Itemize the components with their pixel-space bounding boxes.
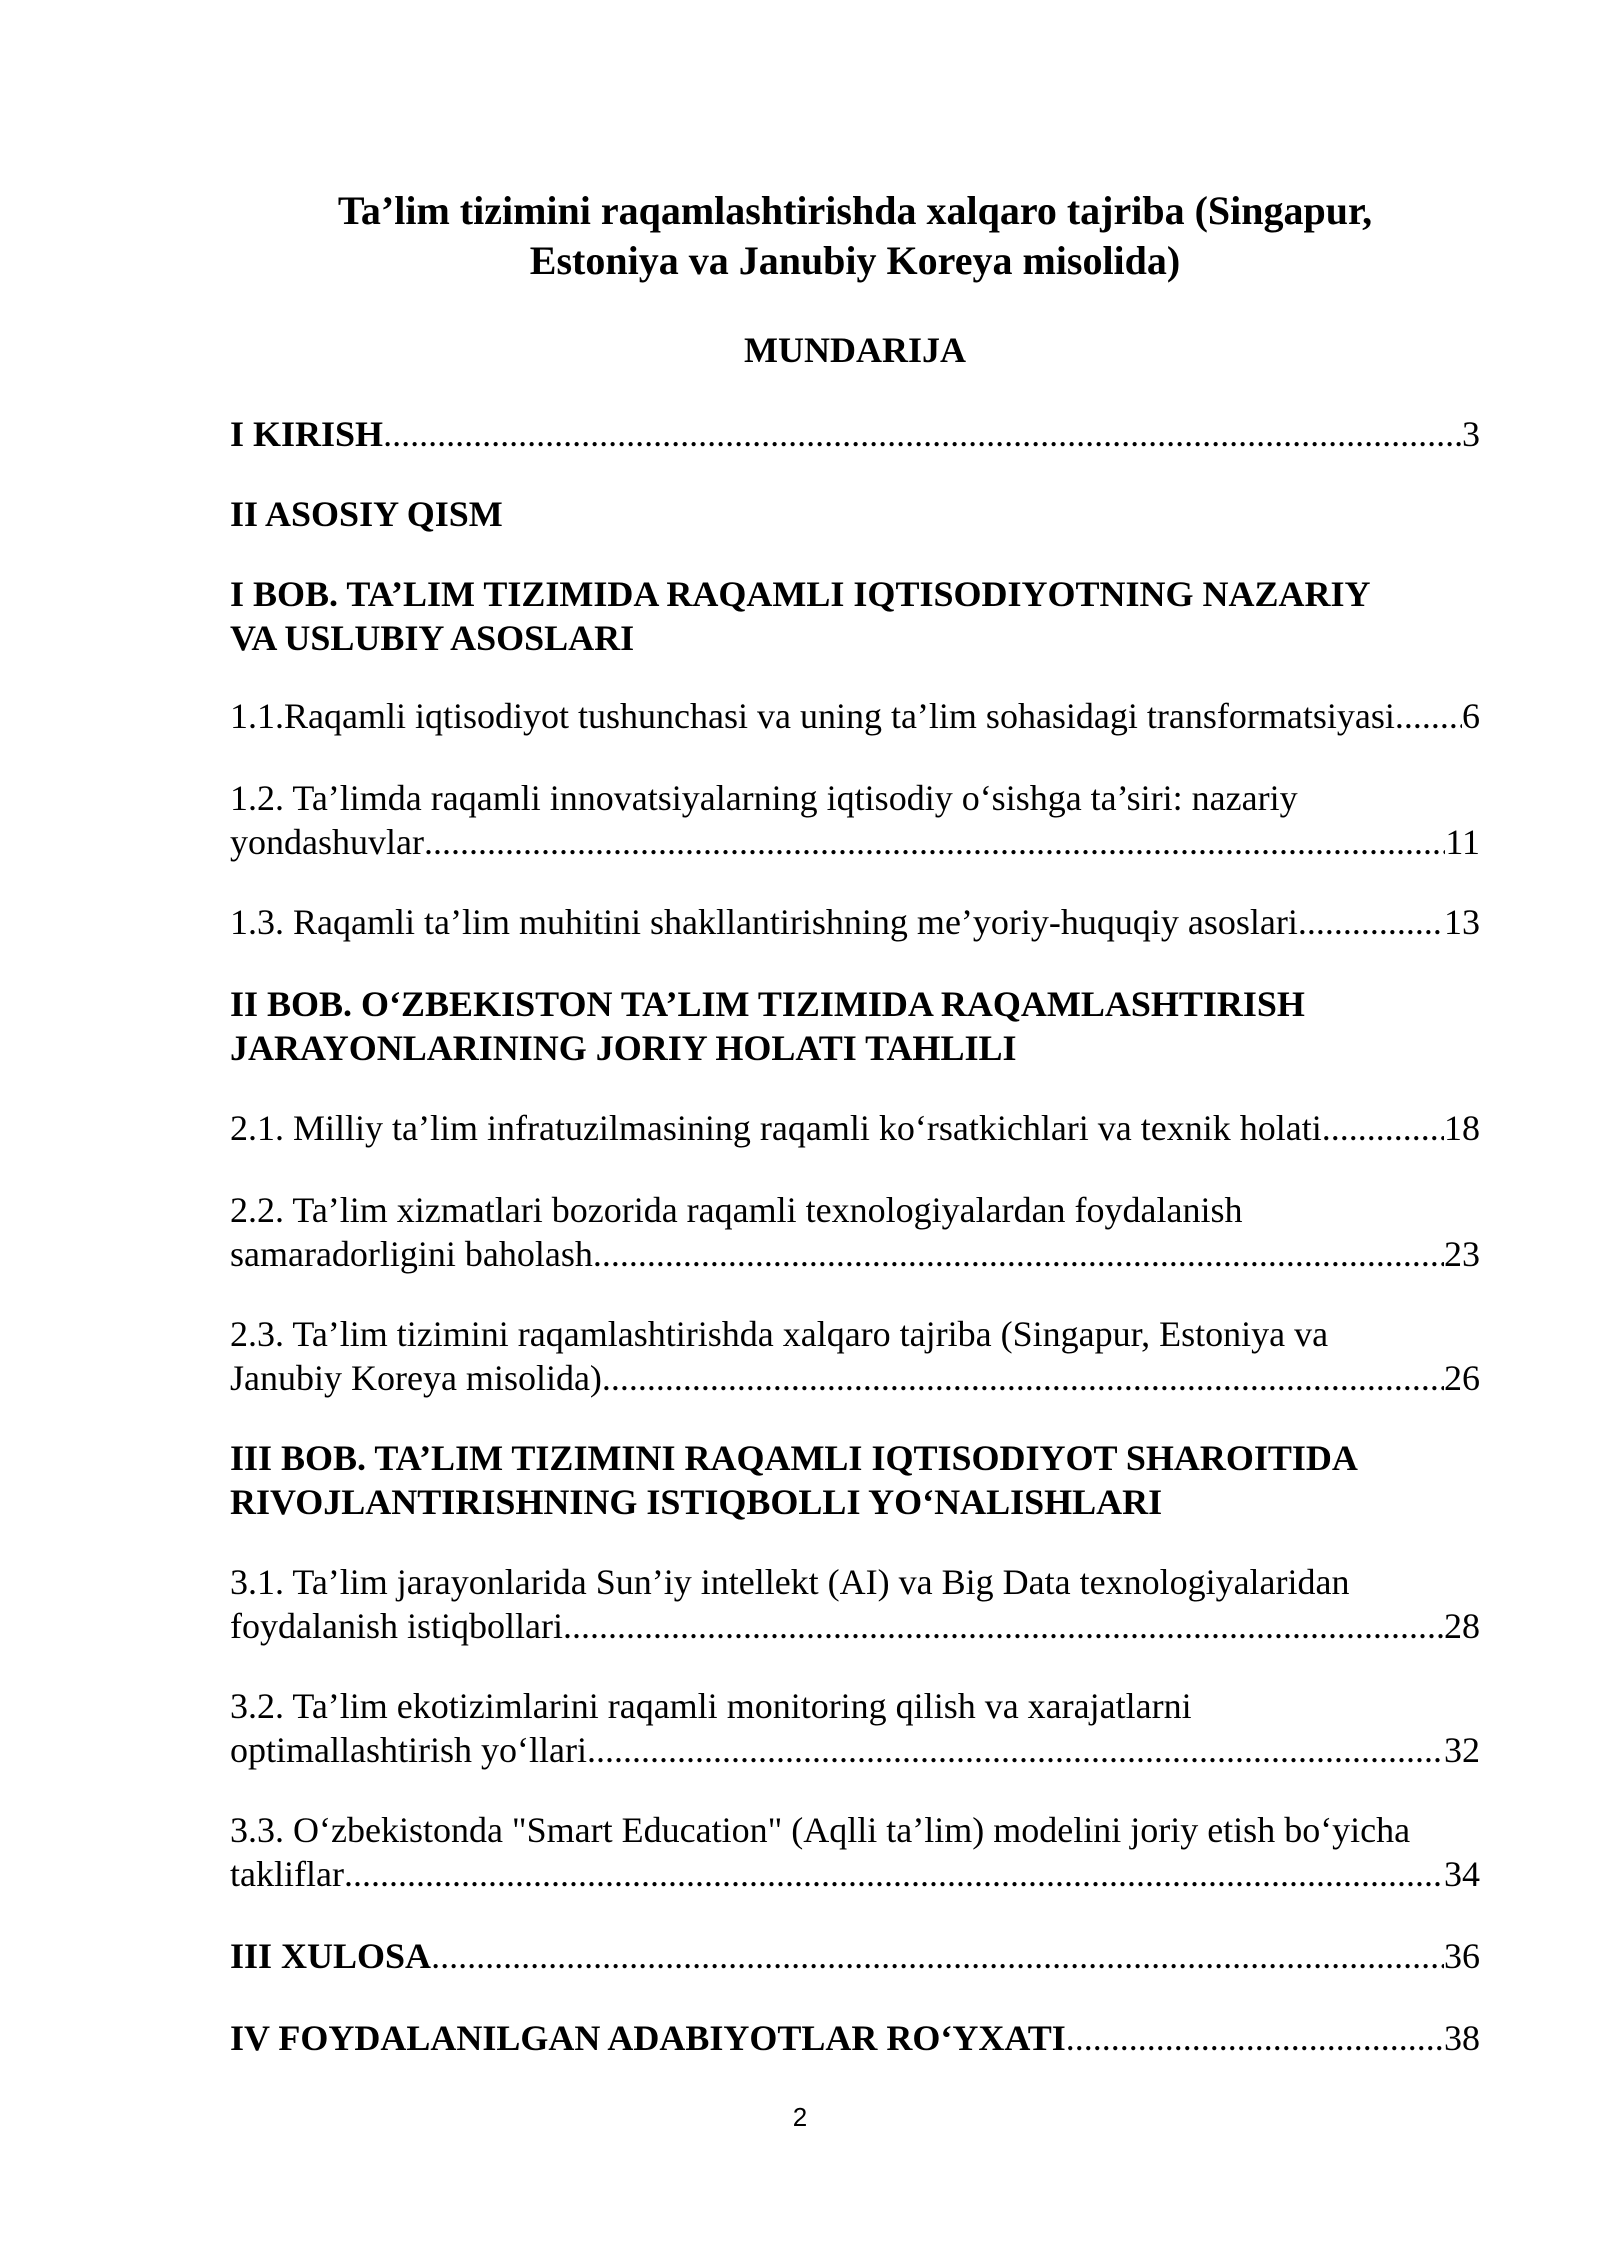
- toc-chapter-3[interactable]: [230, 1436, 1480, 1524]
- toc-chapter-1[interactable]: [230, 572, 1480, 660]
- toc-entry-2-2[interactable]: [230, 1188, 1480, 1276]
- toc-page-number: 23: [1444, 1234, 1480, 1274]
- toc-entry-2-3[interactable]: [230, 1312, 1480, 1400]
- toc-entry-text-cont: foydalanish istiqbollari: [230, 1606, 563, 1646]
- toc-page-number: 28: [1444, 1606, 1480, 1646]
- dot-leader: [602, 1356, 1444, 1400]
- toc-page-number: 18: [1444, 1108, 1480, 1148]
- toc-entry-text-cont: Janubiy Koreya misolida): [230, 1358, 602, 1398]
- toc-entry-3-2[interactable]: [230, 1684, 1480, 1772]
- toc-entry-3-1[interactable]: [230, 1560, 1480, 1648]
- toc-chapter-line-1: II BOB. O‘ZBEKISTON TA’LIM TIZIMIDA RAQAMLASHTIRISH: [230, 984, 1305, 1024]
- dot-leader: [1322, 1106, 1444, 1150]
- dot-leader: [383, 412, 1462, 456]
- toc-entry-xulosa[interactable]: [230, 1934, 1480, 1978]
- toc-entry-text: II ASOSIY QISM: [230, 494, 503, 534]
- toc-entry-text: 1.1.Raqamli iqtisodiyot tushunchasi va uning ta’lim sohasidagi transformatsiyasi: [230, 696, 1395, 736]
- toc-chapter-2[interactable]: [230, 982, 1480, 1070]
- title-line-1: Ta’lim tizimini raqamlashtirishda xalqaro tajriba (Singapur,: [337, 188, 1373, 233]
- toc-entry-text: I KIRISH: [230, 414, 384, 454]
- toc-entry-text-cont: yondashuvlar: [230, 822, 424, 862]
- toc-entry-2-1[interactable]: [230, 1106, 1480, 1150]
- toc-entry-text: 3.1. Ta’lim jarayonlarida Sun’iy intellekt (AI) va Big Data texnologiyalaridan: [230, 1562, 1350, 1602]
- toc-page-number: 32: [1444, 1730, 1480, 1770]
- dot-leader: [344, 1852, 1444, 1896]
- contents-heading: MUNDARIJA: [744, 330, 966, 370]
- dot-leader: [1066, 2016, 1444, 2060]
- toc-entry-text: III XULOSA: [230, 1936, 432, 1976]
- toc-chapter-line-2: RIVOJLANTIRISHNING ISTIQBOLLI YO‘NALISHLARI: [230, 1482, 1163, 1522]
- dot-leader: [593, 1232, 1444, 1276]
- toc-entry-text: 2.2. Ta’lim xizmatlari bozorida raqamli texnologiyalardan foydalanish: [230, 1190, 1243, 1230]
- toc-entry-text-cont: takliflar: [230, 1854, 344, 1894]
- toc-page-number: 26: [1444, 1358, 1480, 1398]
- toc-chapter-line-1: I BOB. TA’LIM TIZIMIDA RAQAMLI IQTISODIYOTNING NAZARIY: [230, 574, 1371, 614]
- toc-page-number: 6: [1462, 696, 1480, 736]
- toc-entry-1-3[interactable]: [230, 900, 1480, 944]
- toc-page-number: 3: [1462, 414, 1480, 454]
- dot-leader: [563, 1604, 1444, 1648]
- toc-page-number: 38: [1444, 2018, 1480, 2058]
- toc-entry-kirish[interactable]: [230, 412, 1480, 456]
- toc-page-number: 11: [1445, 822, 1480, 862]
- document-title: [230, 186, 1480, 286]
- toc-chapter-line-1: III BOB. TA’LIM TIZIMINI RAQAMLI IQTISODIYOT SHAROITIDA: [230, 1438, 1358, 1478]
- toc-entry-text: 2.1. Milliy ta’lim infratuzilmasining raqamli ko‘rsatkichlari va texnik holati: [230, 1108, 1322, 1148]
- toc-entry-text: 1.2. Ta’limda raqamli innovatsiyalarning iqtisodiy o‘sishga ta’siri: nazariy: [230, 778, 1298, 818]
- toc-page-number: 34: [1444, 1854, 1480, 1894]
- toc-entry-text: IV FOYDALANILGAN ADABIYOTLAR RO‘YXATI: [230, 2018, 1066, 2058]
- page-number: 2: [792, 2102, 808, 2132]
- toc-entry-1-1[interactable]: [230, 694, 1480, 738]
- dot-leader: [1298, 900, 1444, 944]
- toc-entry-asosiy-qism[interactable]: [230, 492, 1480, 536]
- toc-entry-adabiyotlar[interactable]: [230, 2016, 1480, 2060]
- dot-leader: [587, 1728, 1444, 1772]
- toc-entry-text: 2.3. Ta’lim tizimini raqamlashtirishda xalqaro tajriba (Singapur, Estoniya va: [230, 1314, 1329, 1354]
- dot-leader: [431, 1934, 1444, 1978]
- toc-chapter-line-2: VA USLUBIY ASOSLARI: [230, 618, 635, 658]
- toc-entry-text-cont: optimallashtirish yo‘llari: [230, 1730, 587, 1770]
- toc-page-number: 36: [1444, 1936, 1480, 1976]
- dot-leader: [1395, 694, 1462, 738]
- toc-page-number: 13: [1444, 902, 1480, 942]
- toc-entry-text: 3.2. Ta’lim ekotizimlarini raqamli monitoring qilish va xarajatlarni: [230, 1686, 1192, 1726]
- toc-entry-text-cont: samaradorligini baholash: [230, 1234, 593, 1274]
- title-line-2: Estoniya va Janubiy Koreya misolida): [529, 238, 1181, 283]
- toc-entry-3-3[interactable]: [230, 1808, 1480, 1896]
- toc-chapter-line-2: JARAYONLARINING JORIY HOLATI TAHLILI: [230, 1028, 1017, 1068]
- dot-leader: [424, 820, 1445, 864]
- toc-entry-text: 3.3. O‘zbekistonda "Smart Education" (Aqlli ta’lim) modelini joriy etish bo‘yicha: [230, 1810, 1411, 1850]
- toc-entry-1-2[interactable]: [230, 776, 1480, 864]
- toc-entry-text: 1.3. Raqamli ta’lim muhitini shakllantirishning me’yoriy-huquqiy asoslari: [230, 902, 1298, 942]
